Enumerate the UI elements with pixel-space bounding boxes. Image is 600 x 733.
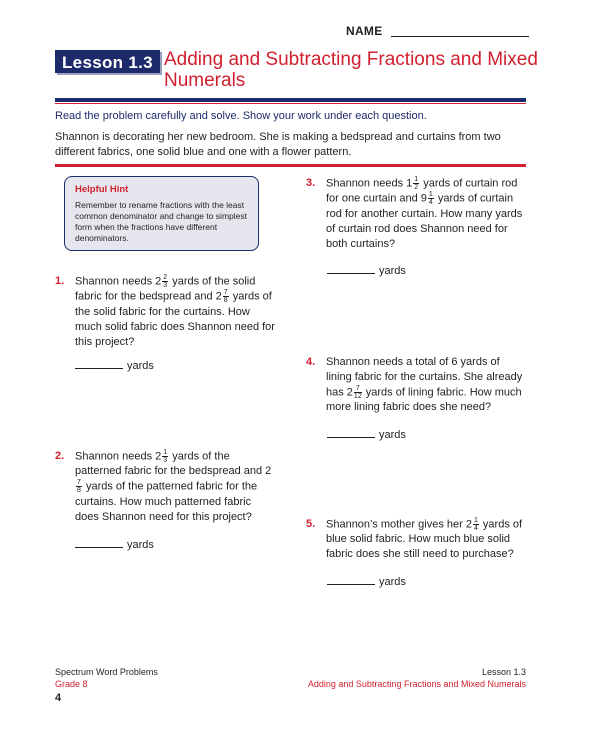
- answer-blank[interactable]: [75, 368, 123, 369]
- footer-left: [55, 666, 158, 690]
- fraction-numerator: 1: [428, 191, 433, 199]
- question-text: [75, 449, 275, 525]
- fraction: [223, 289, 229, 304]
- answer-unit: yards: [379, 265, 406, 277]
- answer-4: [327, 428, 406, 442]
- answer-1: [75, 359, 154, 373]
- question-text-part: yards of curtain rod for another curtain. How many yards of curtain rod does Shannon need for both curtains?: [326, 192, 523, 250]
- answer-blank[interactable]: [327, 273, 375, 274]
- fraction: [162, 274, 168, 289]
- helpful-hint-box: [64, 176, 259, 251]
- question-text-part: Shannon needs 2: [75, 275, 162, 288]
- footer-right: [308, 666, 526, 690]
- question-text-part: yards of the patterned fabric for the bedspread and 2: [75, 450, 272, 478]
- question-number: 2.: [55, 450, 65, 462]
- fraction: [162, 449, 168, 464]
- question-text-part: yards of curtain rod for one curtain and 9: [326, 177, 518, 205]
- answer-blank[interactable]: [327, 437, 375, 438]
- fraction-numerator: 2: [163, 274, 168, 281]
- question-text-part: Shannon needs 2: [75, 450, 162, 463]
- question-text-part: yards of blue solid fabric. How much blue solid fabric does she still need to purchase?: [326, 518, 523, 561]
- fraction: [413, 176, 419, 191]
- answer-blank[interactable]: [327, 584, 375, 585]
- fraction: [473, 517, 479, 532]
- question-text: [326, 176, 526, 252]
- question-text-part: yards of the solid fabric for the bedspread and 2: [75, 275, 256, 303]
- name-label: NAME: [346, 24, 383, 38]
- fraction-denominator: 12: [353, 393, 362, 400]
- fraction: [428, 191, 434, 206]
- name-row: [300, 23, 530, 39]
- fraction-denominator: 2: [414, 184, 419, 191]
- fraction: [354, 385, 362, 400]
- question-text-part: yards of the solid fabric for the curtains. How much solid fabric does Shannon need for this project?: [75, 290, 275, 348]
- instructions: Read the problem carefully and solve. Show your work under each question.: [55, 110, 427, 122]
- section-rule: [55, 164, 526, 167]
- header-rule: [55, 98, 526, 102]
- answer-unit: yards: [127, 360, 154, 372]
- question-number: 3.: [306, 177, 316, 189]
- question-number: 1.: [55, 275, 65, 287]
- footer-book-title: Spectrum Word Problems: [55, 667, 158, 677]
- lesson-badge: Lesson 1.3: [55, 50, 160, 73]
- fraction-denominator: 8: [223, 297, 228, 305]
- answer-3: [327, 264, 406, 278]
- question-text-part: yards of lining fabric. How much more lining fabric does she need?: [326, 386, 522, 414]
- fraction-numerator: 1: [414, 176, 419, 183]
- answer-unit: yards: [379, 576, 406, 588]
- fraction-denominator: 3: [163, 282, 168, 289]
- page-number: 4: [55, 692, 62, 704]
- lesson-title: Adding and Subtracting Fractions and Mixed Numerals: [164, 49, 538, 91]
- fraction-numerator: 7: [223, 289, 228, 297]
- fraction-denominator: 4: [473, 525, 478, 532]
- fraction-denominator: 4: [428, 199, 433, 207]
- question-text-part: yards of the patterned fabric for the curtains. How much patterned fabric does Shannon need for this project?: [75, 480, 258, 523]
- hint-title: Helpful Hint: [75, 184, 129, 195]
- question-number: 4.: [306, 356, 316, 368]
- question-text: [326, 355, 526, 415]
- footer-grade: Grade 8: [55, 679, 88, 689]
- answer-2: [75, 538, 154, 552]
- question-number: 5.: [306, 518, 316, 530]
- footer-subtitle: Adding and Subtracting Fractions and Mixed Numerals: [307, 679, 526, 689]
- fraction-numerator: 7: [77, 479, 81, 487]
- fraction-denominator: 8: [77, 487, 81, 495]
- question-text: [326, 517, 526, 562]
- question-text-part: Shannon needs 1: [326, 177, 413, 190]
- answer-5: [327, 575, 406, 589]
- question-text-part: Shannon’s mother gives her 2: [326, 518, 472, 531]
- question-text-part: Shannon needs a total of 6 yards of lining fabric for the curtains. She already has 2: [326, 356, 523, 399]
- fraction: [76, 479, 82, 494]
- footer-lesson: Lesson 1.3: [481, 667, 526, 677]
- intro-paragraph: Shannon is decorating her new bedroom. She is making a bedspread and curtains from two different fabrics, one solid blue and one with a flower pattern.: [55, 131, 501, 158]
- fraction-numerator: 7: [355, 385, 360, 392]
- answer-unit: yards: [379, 429, 406, 441]
- answer-blank[interactable]: [75, 547, 123, 548]
- fraction-denominator: 3: [163, 457, 168, 464]
- answer-unit: yards: [127, 539, 154, 551]
- fraction-numerator: 1: [163, 449, 168, 456]
- fraction-numerator: 1: [473, 517, 478, 524]
- name-line[interactable]: [391, 36, 529, 37]
- question-text: [75, 274, 275, 350]
- header-rule-accent: [55, 103, 526, 104]
- hint-text: Remember to rename fractions with the least common denominator and change to simplest form when the fractions have different denominators.: [75, 200, 247, 243]
